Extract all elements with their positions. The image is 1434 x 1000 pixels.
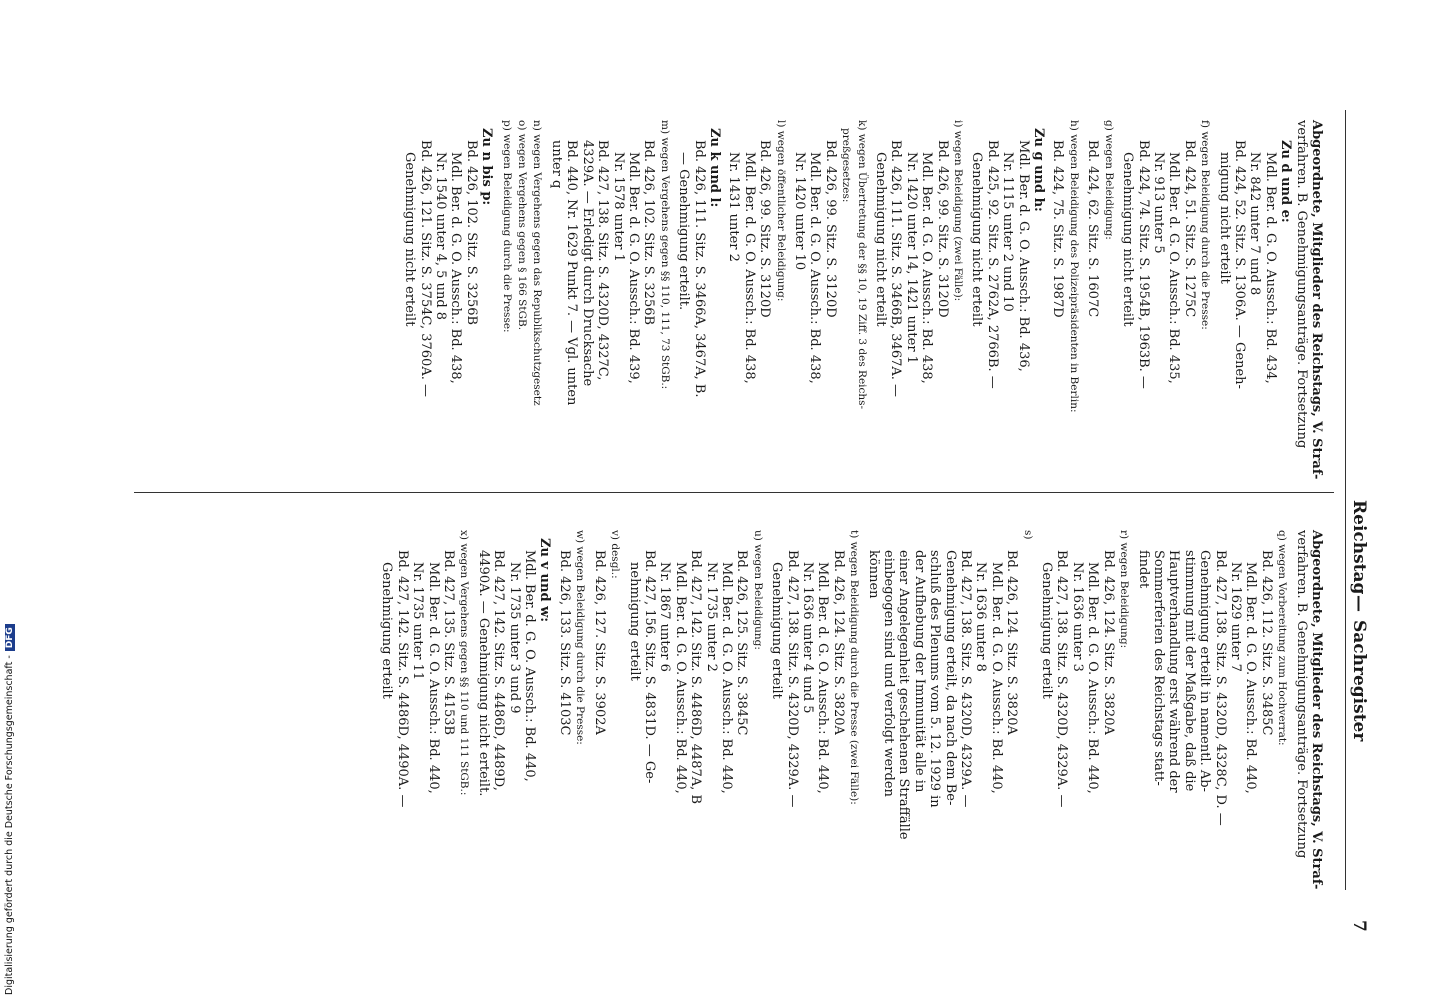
text-line: Sommerferien des Reichstags statt-: [1150, 550, 1166, 786]
text-line: Bd. 426, 133. Sitz. S. 4103C: [556, 550, 572, 736]
text-line: Mdl. Ber. d. G. O. Aussch.: Bd. 440,: [1243, 562, 1259, 794]
text-line: Mdl. Ber. d. G. O. Aussch.: Bd. 440,: [718, 562, 734, 794]
text-line: 4490A. — Genehmigung nicht erteilt.: [475, 550, 491, 797]
text-line: Nr. 1867 unter 6: [657, 562, 673, 672]
text-line: Bd. 427, 142. Sitz. S. 4486D, 4487A, B: [688, 550, 704, 805]
text-line: Nr. 913 unter 5: [1150, 152, 1166, 254]
text-line: o) wegen Vergehens gegen § 166 StGB.: [516, 120, 529, 331]
text-line: Genehmigung nicht erteilt: [402, 152, 418, 327]
text-line: v) desgl.:: [609, 530, 622, 579]
digitization-credit: [4, 624, 15, 995]
text-line: Mdl. Ber. d. G. O. Aussch.: Bd. 440,: [1085, 562, 1101, 794]
text-line: Mdl. Ber. d. G. O. Aussch.: Bd. 440,: [815, 562, 831, 794]
text-line: Mdl. Ber. d. G. O. Aussch.: Bd. 436,: [1015, 140, 1031, 372]
text-line: preßgesetzes:: [840, 128, 853, 203]
text-line: Bd. 426, 99. Sitz. S. 3120D: [822, 140, 838, 318]
left-column: [402, 120, 1324, 490]
text-line: Genehmigung nicht erteilt: [873, 152, 889, 327]
text-line: Genehmigung erteilt: [769, 562, 785, 699]
text-line: Genehmigung erteilt: [1039, 562, 1055, 699]
text-line: Bd. 424, 51. Sitz. S. 1275C: [1181, 140, 1197, 318]
text-line: Mdl. Ber. d. G. O. Aussch.: Bd. 435,: [1166, 152, 1182, 384]
text-line: Bd. 427, 135. Sitz. S. 4153B: [441, 550, 457, 736]
right-column: [379, 530, 1324, 900]
text-line: Bd. 426, 124. Sitz. S. 3820A: [1004, 550, 1020, 735]
text-line: Bd. 427, 138. Sitz. S. 4320D, 4329A. —: [958, 550, 974, 808]
text-line: Mdl. Ber. d. G. O. Aussch.: Bd. 439,: [625, 152, 641, 384]
text-line: Bd. 426, 99. Sitz. S. 3120D: [934, 140, 950, 318]
text-line: Nr. 1115 unter 2 und 10: [1000, 152, 1016, 312]
text-line: h) wegen Beleidigung des Polizeipräsidenten in Berlin:: [1067, 120, 1080, 413]
text-line: Bd. 427, 138. Sitz. S. 4320D, 4329A. —: [1054, 550, 1070, 808]
text-line: Bd. 427, 156. Sitz. S. 4831D. — Ge-: [641, 550, 657, 784]
text-line: verfahren. B. Genehmigungsanträge. Fortsetzung: [1293, 530, 1309, 859]
text-line: s): [1021, 530, 1034, 540]
text-line: Abgeordnete, Mitglieder des Reichstags, V. Straf-: [1309, 530, 1324, 890]
text-line: Mdl. Ber. d. G. O. Aussch.: Bd. 438,: [807, 152, 823, 384]
text-line: Bd. 427, 142. Sitz. S. 4486D, 4489D,: [491, 550, 507, 791]
text-line: w) wegen Beleidigung durch die Presse:: [574, 530, 587, 745]
text-line: Bd. 426, 111. Sitz. S. 3466A, 3467A, B.: [691, 140, 707, 398]
text-line: Bd. 427, 138. Sitz. S. 4320D, 4328C, D. —: [1212, 550, 1228, 826]
text-line: Zu d und e:: [1278, 140, 1294, 223]
text-line: migung nicht erteilt: [1216, 152, 1232, 284]
page-number: 7: [1349, 920, 1369, 932]
text-line: Mdl. Ber. d. G. O. Aussch.: Bd. 440,: [672, 562, 688, 794]
text-line: f) wegen Beleidigung durch die Presse:: [1199, 120, 1212, 330]
text-line: i) wegen Beleidigung (zwei Fälle):: [952, 120, 965, 302]
text-line: Nr. 1735 unter 2: [703, 562, 719, 672]
text-line: Nr. 842 unter 7 und 8: [1247, 152, 1263, 296]
text-line: Nr. 1735 unter 3 und 9: [506, 562, 522, 714]
text-line: Mdl. Ber. d. G. O. Aussch.: Bd. 438,: [919, 152, 935, 384]
text-line: Mdl. Ber. d. G. O. Aussch.: Bd. 440,: [425, 562, 441, 794]
text-line: Bd. 426, 99. Sitz. S. 3120D: [757, 140, 773, 318]
text-line: Bd. 426, 121. Sitz. S. 3754C, 3760A. —: [417, 140, 433, 397]
text-line: Bd. 426, 127. Sitz. S. 3902A: [591, 550, 607, 735]
text-line: Nr. 1629 unter 7: [1227, 562, 1243, 672]
text-line: Nr. 1636 unter 8: [973, 562, 989, 672]
text-line: Nr. 1636 unter 4 und 5: [800, 562, 815, 714]
text-line: — Genehmigung erteilt.: [676, 152, 692, 311]
text-line: unter q: [548, 140, 564, 189]
text-line: Genehmigung erteilt in namentl. Ab-: [1197, 550, 1213, 792]
text-line: m) wegen Vergehens gegen §§ 110, 111, 73 StGB.:: [658, 120, 671, 390]
text-line: nehmigung erteilt: [626, 562, 642, 681]
text-line: x) wegen Vergehens gegen §§ 110 und 111 StGB.:: [458, 530, 471, 796]
text-line: Mdl. Ber. d. G. O. Aussch.: Bd. 434,: [1262, 152, 1278, 384]
text-line: Mdl. Ber. d. G. O. Aussch.: Bd. 440,: [522, 550, 538, 782]
text-line: Bd. 427, 138. Sitz. S. 4320D, 4327C,: [595, 140, 611, 381]
text-line: Bd. 440, Nr. 1629 Punkt 7. — Vgl. unten: [564, 140, 580, 406]
header-dash: —: [1349, 595, 1369, 612]
text-line: Genehmigung erteilt: [379, 562, 395, 699]
text-line: Nr. 1735 unter 11: [410, 562, 426, 681]
text-line: Mdl. Ber. d. G. O. Aussch.: Bd. 438,: [741, 152, 757, 384]
text-line: Bd. 426, 112. Sitz. S. 3485C: [1258, 550, 1274, 736]
text-line: stimmung mit der Maßgabe, daß die: [1181, 550, 1197, 792]
text-line: k) wegen Übertretung der §§ 10, 19 Ziff. 3 des Reichs-: [855, 120, 868, 410]
text-line: Zu g und h:: [1031, 128, 1047, 212]
text-line: Zu n bis p:: [479, 128, 495, 206]
dfg-logo: DFG: [5, 624, 15, 651]
text-line: q) wegen Vorbereitung zum Hochverrat:: [1276, 530, 1289, 746]
text-line: Bd. 426, 111. Sitz. S. 3466B, 3467A. —: [888, 140, 904, 398]
text-line: Bd. 424, 75. Sitz. S. 1987D: [1050, 140, 1066, 318]
text-line: l) wegen öffentlicher Beleidigung:: [774, 120, 787, 302]
header-left-title: Reichstag: [1349, 500, 1369, 595]
text-line: Mdl. Ber. d. G. O. Aussch.: Bd. 438,: [448, 152, 464, 384]
text-line: p) wegen Beleidigung durch die Presse:: [500, 120, 513, 333]
text-line: r) wegen Beleidigung:: [1118, 530, 1131, 649]
text-line: t) wegen Beleidigung durch die Presse (zwei Fälle):: [848, 530, 861, 805]
page-header: [1344, 90, 1374, 950]
text-line: Nr. 1636 unter 3: [1069, 562, 1085, 672]
text-line: können: [865, 550, 881, 599]
text-line: Bd. 426, 125. Sitz. S. 3845C: [734, 550, 750, 736]
text-line: Bd. 426, 102. Sitz. S. 3256B: [463, 140, 479, 326]
text-line: Genehmigung erteilt, da nach dem Be-: [942, 550, 958, 806]
text-line: Zu v und w:: [537, 538, 553, 623]
text-line: Bd. 424, 74. Sitz. S. 1954B, 1963B. —: [1135, 140, 1151, 389]
column-divider: [134, 492, 1334, 493]
text-line: Nr. 1431 unter 2: [726, 152, 742, 262]
text-line: findet: [1135, 550, 1151, 589]
text-line: Bd. 426, 124. Sitz. S. 3820A: [1100, 550, 1116, 735]
text-line: Genehmigung nicht erteilt: [1120, 152, 1136, 327]
text-line: Nr. 1540 unter 4, 5 und 8: [433, 152, 449, 321]
text-line: Bd. 424, 62. Sitz. S. 1607C: [1085, 140, 1101, 318]
text-line: einbegogen sind und verfolgt werden: [881, 550, 897, 797]
text-line: g) wegen Beleidigung:: [1102, 120, 1115, 240]
text-line: Bd. 426, 124. Sitz. S. 3820A: [830, 550, 846, 735]
text-line: Abgeordnete, Mitglieder des Reichstags, V. Straf-: [1309, 120, 1324, 480]
text-line: verfahren. B. Genehmigungsanträge. Fortsetzung: [1293, 120, 1309, 449]
text-line: Nr. 1578 unter 1: [610, 152, 626, 262]
text-line: Hauptverhandlung erst während der: [1166, 550, 1182, 793]
text-line: Genehmigung nicht erteilt: [969, 152, 985, 327]
text-line: u) wegen Beleidigung:: [751, 530, 764, 650]
text-line: einer Angelegenheit geschehenen Straffälle: [896, 550, 912, 840]
header-rule: [1345, 110, 1346, 890]
text-line: der Aufhebung der Immunität alle in: [911, 550, 927, 793]
text-line: Bd. 424, 52. Sitz. S. 1306A. — Geneh-: [1231, 140, 1247, 389]
text-line: Nr. 1420 unter 14, 1421 unter 1: [903, 152, 919, 364]
text-line: Bd. 427, 138. Sitz. S. 4320D, 4329A. —: [784, 550, 800, 808]
text-line: Bd. 425, 92. Sitz. S. 2762A, 2766B. —: [984, 140, 1000, 389]
text-line: 4329A. — Erledigt durch Drucksache: [579, 140, 595, 387]
header-right-title: Sachregister: [1349, 620, 1369, 742]
text-line: Mdl. Ber. d. G. O. Aussch.: Bd. 440,: [988, 562, 1004, 794]
text-line: Bd. 426, 102. Sitz. S. 3256B: [641, 140, 657, 326]
text-line: Zu k und l:: [706, 128, 722, 208]
text-line: Nr. 1420 unter 10: [792, 152, 807, 271]
text-line: Bd. 427, 142. Sitz. S. 4486D, 4490A. —: [394, 550, 410, 808]
text-line: schluß des Plenums vom 5. 12. 1929 in: [927, 550, 943, 808]
credit-text: Digitalisierung gefördert durch die Deutsche Forschungsgemeinschaft -: [4, 655, 15, 995]
text-line: n) wegen Vergehens gegen das Republikschutzgesetz: [531, 120, 544, 406]
